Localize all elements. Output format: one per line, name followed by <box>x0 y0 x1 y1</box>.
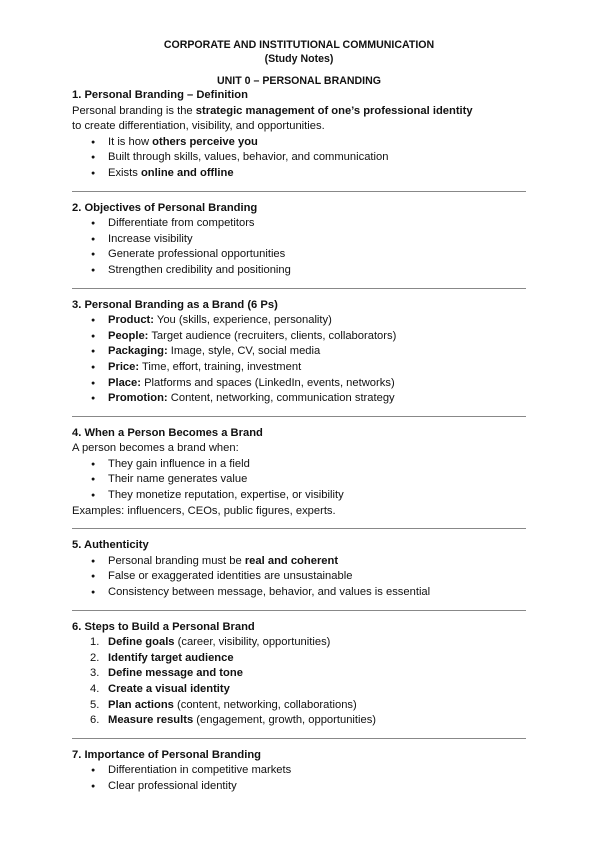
item-term: Create a visual identity <box>108 683 230 695</box>
section-examples: Examples: influencers, CEOs, public figures, experts. <box>72 504 336 517</box>
list-item: ● They gain influence in a field <box>108 457 526 473</box>
list-item <box>90 666 526 682</box>
document-title <box>72 38 526 66</box>
list-item <box>108 166 526 182</box>
item-term: Place: <box>108 376 141 389</box>
item-term: Define goals <box>108 636 175 649</box>
section-heading: 7. Importance of Personal Branding <box>72 748 261 761</box>
item-number: 3. <box>90 667 100 680</box>
bullet-list <box>72 763 526 794</box>
list-item: ● False or exaggerated identities are unsustainable <box>108 569 526 585</box>
bullet-list <box>72 135 526 182</box>
list-item <box>108 391 526 407</box>
item-number: 2. <box>90 651 100 664</box>
item-text: (engagement, growth, opportunities) <box>193 714 377 727</box>
bullet-list <box>72 216 526 278</box>
item-number: 4. <box>90 683 100 695</box>
intro-text: Personal branding is the <box>72 104 196 117</box>
list-item <box>90 635 526 651</box>
unit-title: UNIT 0 – PERSONAL BRANDING <box>216 75 382 87</box>
list-item <box>108 360 526 376</box>
section-authenticity <box>72 538 526 600</box>
item-term: Define message and tone <box>108 667 243 680</box>
item-term: Promotion: <box>108 392 168 405</box>
section-definition <box>72 88 526 182</box>
list-item: ● Strengthen credibility and positioning <box>108 263 526 279</box>
list-item: ● Generate professional opportunities <box>108 247 526 263</box>
section-intro <box>72 104 526 120</box>
title-line-1: CORPORATE AND INSTITUTIONAL COMMUNICATION <box>163 39 435 51</box>
list-item: ● Differentiate from competitors <box>108 216 526 232</box>
item-term: Measure results <box>108 714 194 727</box>
title-line-2: (Study Notes) <box>264 53 334 65</box>
numbered-list <box>72 635 526 729</box>
item-term: Price: <box>108 360 140 373</box>
section-importance <box>72 748 526 795</box>
section-steps <box>72 620 526 729</box>
item-emphasis: others perceive you <box>152 135 258 148</box>
list-item <box>90 713 526 729</box>
item-emphasis: real and coherent <box>244 554 339 567</box>
list-item: ● Consistency between message, behavior, and values is essential <box>108 585 526 601</box>
intro-emphasis: strategic management of one’s professional identity <box>195 104 473 117</box>
section-intro-cont: to create differentiation, visibility, and opportunities. <box>72 120 325 133</box>
item-number: 1. <box>90 636 100 649</box>
section-heading: 5. Authenticity <box>72 539 149 552</box>
item-text: (content, networking, collaborations) <box>173 698 357 711</box>
item-text: You (skills, experience, personality) <box>154 314 332 327</box>
list-item: ● Differentiation in competitive markets <box>108 763 526 779</box>
list-item <box>108 376 526 392</box>
section-divider <box>72 528 526 529</box>
list-item <box>108 313 526 329</box>
list-item <box>90 651 526 667</box>
item-term: People: <box>108 329 149 342</box>
section-person-brand <box>72 426 526 520</box>
list-item <box>108 135 526 151</box>
section-heading: 3. Personal Branding as a Brand (6 Ps) <box>72 298 278 311</box>
item-text: Personal branding must be <box>108 554 245 567</box>
section-heading: 6. Steps to Build a Personal Brand <box>72 620 255 633</box>
item-text: (career, visibility, opportunities) <box>174 636 331 649</box>
section-objectives <box>72 201 526 279</box>
section-divider <box>72 738 526 739</box>
list-item: ● Their name generates value <box>108 472 526 488</box>
item-text: Time, effort, training, investment <box>139 360 302 373</box>
section-six-ps <box>72 298 526 407</box>
list-item: ● Built through skills, values, behavior, and communication <box>108 150 526 166</box>
item-emphasis: online and offline <box>140 166 234 179</box>
item-term: Packaging: <box>108 345 168 358</box>
list-item <box>108 554 526 570</box>
list-item: ● They monetize reputation, expertise, or visibility <box>108 488 526 504</box>
list-item <box>90 698 526 714</box>
item-text: Target audience (recruiters, clients, collaborators) <box>148 329 397 342</box>
item-number: 5. <box>90 698 100 711</box>
item-term: Identify target audience <box>108 651 234 664</box>
item-text: It is how <box>108 135 153 148</box>
section-divider <box>72 288 526 289</box>
list-item <box>90 682 526 698</box>
bullet-list <box>72 313 526 407</box>
item-number: 6. <box>90 714 100 727</box>
item-text: Exists <box>108 166 141 179</box>
item-text: Content, networking, communication strategy <box>167 392 395 405</box>
section-divider <box>72 610 526 611</box>
item-text: Image, style, CV, social media <box>167 345 321 358</box>
section-heading: 4. When a Person Becomes a Brand <box>72 426 263 439</box>
item-text: Platforms and spaces (LinkedIn, events, networks) <box>140 376 395 389</box>
list-item: ● Clear professional identity <box>108 779 526 795</box>
section-heading: 1. Personal Branding – Definition <box>72 89 248 101</box>
section-heading: 2. Objectives of Personal Branding <box>72 201 258 214</box>
list-item: ● Increase visibility <box>108 232 526 248</box>
section-divider <box>72 416 526 417</box>
section-intro: A person becomes a brand when: <box>72 442 239 455</box>
section-divider <box>72 191 526 192</box>
list-item <box>108 344 526 360</box>
item-term: Product: <box>108 314 154 327</box>
bullet-list <box>72 554 526 601</box>
list-item <box>108 329 526 345</box>
item-term: Plan actions <box>108 698 174 711</box>
bullet-list <box>72 457 526 504</box>
